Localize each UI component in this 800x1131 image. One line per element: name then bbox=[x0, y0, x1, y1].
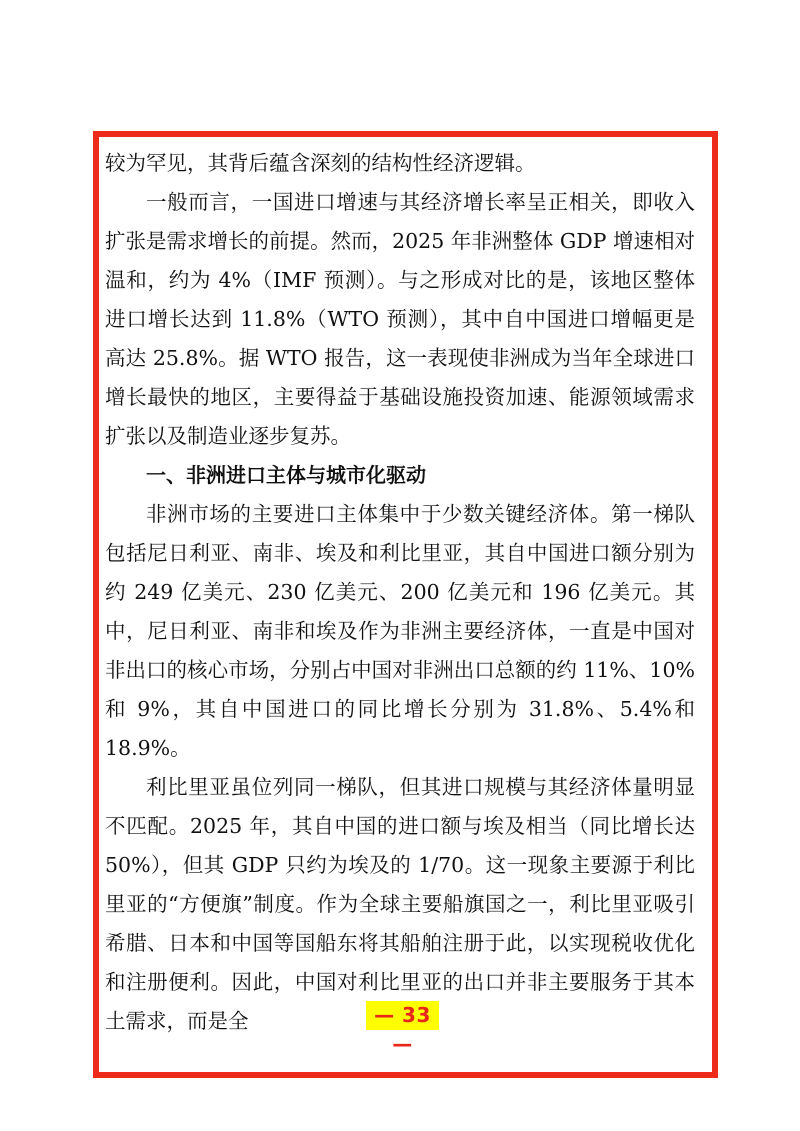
paragraph-import-growth: 一般而言，一国进口增速与其经济增长率呈正相关，即收入扩张是需求增长的前提。然而，2025 年非洲整体 GDP 增速相对温和，约为 4%（IMF 预测）。与之形成对比的是，该地区整体进口增长达到 11.8%（WTO 预测），其中自中国进口增幅更是高达 25.8%。据 WTO 报告，这一表现使非洲成为当年全球进口增长最快的地区，主要得益于基础设施投资加速、能源领域需求扩张以及制造业逐步复苏。 bbox=[105, 190, 695, 448]
document-body bbox=[105, 144, 695, 1041]
paragraph-liberia: 利比里亚虽位列同一梯队，但其进口规模与其经济体量明显不匹配。2025 年，其自中国的进口额与埃及相当（同比增长达 50%），但其 GDP 只约为埃及的 1/70。这一现象主要源于利比里亚的“方便旗”制度。作为全球主要船旗国之一，利比里亚吸引希腊、日本和中国等国船东将其船舶注册于此，以实现税收优化和注册便利。因此，中国对利比里亚的出口并非主要服务于其本土需求，而是全 bbox=[105, 775, 695, 1033]
paragraph-main-importers: 非洲市场的主要进口主体集中于少数关键经济体。第一梯队包括尼日利亚、南非、埃及和利比里亚，其自中国进口额分别为约 249 亿美元、230 亿美元、200 亿美元和 196 亿美元。其中，尼日利亚、南非和埃及作为非洲主要经济体，一直是中国对非出口的核心市场，分别占中国对非洲出口总额的约 11%、10%和 9%，其自中国进口的同比增长分别为 31.8%、5.4%和 18.9%。 bbox=[105, 502, 695, 760]
page-number: — 33 — bbox=[366, 1001, 439, 1030]
paragraph-continuation: 较为罕见，其背后蕴含深刻的结构性经济逻辑。 bbox=[105, 151, 536, 175]
section-heading: 一、非洲进口主体与城市化驱动 bbox=[146, 463, 426, 487]
